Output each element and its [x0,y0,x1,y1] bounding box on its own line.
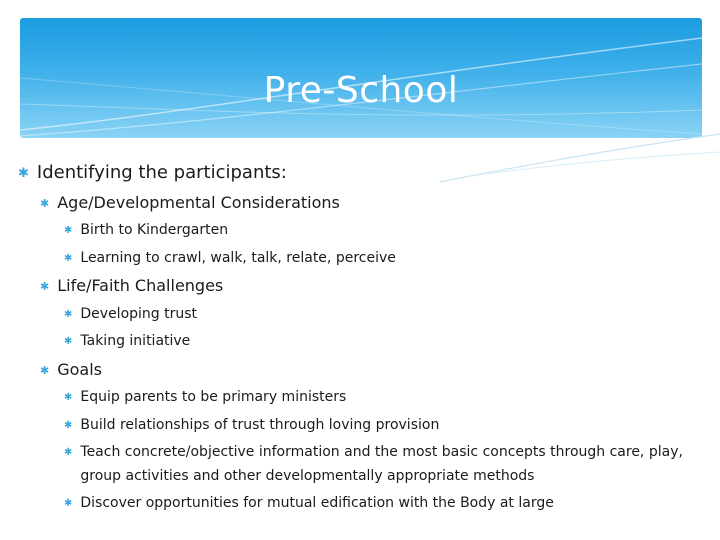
asterisk-bullet-icon: ✱ [40,364,50,377]
asterisk-bullet-icon: ✱ [40,197,50,210]
section-label: Goals [57,360,102,379]
list-item [64,444,704,488]
section-label-row [40,360,102,379]
asterisk-bullet-icon: ✱ [64,420,73,431]
list-item-text: Learning to crawl, walk, talk, relate, perceive [80,250,396,266]
asterisk-bullet-icon: ✱ [64,336,73,347]
heading-text: Identifying the participants: [36,162,287,183]
list-item [64,417,704,437]
asterisk-bullet-icon: ✱ [40,280,50,293]
list-item-text: Taking initiative [80,333,191,349]
asterisk-bullet-icon: ✱ [64,498,73,509]
list-item [64,250,704,270]
asterisk-bullet-icon: ✱ [64,309,73,320]
asterisk-bullet-icon: ✱ [64,253,73,264]
list-item-text: Discover opportunities for mutual edification with the Body at large [80,495,554,511]
list-item-text: Equip parents to be primary ministers [80,389,347,405]
heading-row [18,162,287,183]
list-item-text: Teach concrete/objective information and the most basic concepts through care, play, group activities and other developmentally appropriate methods [80,444,683,484]
list-item [64,222,704,242]
section-label-row [40,276,223,295]
asterisk-bullet-icon: ✱ [18,166,29,181]
asterisk-bullet-icon: ✱ [64,225,73,236]
section-label-row [40,193,340,212]
title-banner [20,18,702,138]
list-item-text: Developing trust [80,306,198,322]
list-item [64,306,704,326]
slide-title: Pre-School [263,70,459,111]
section-label: Life/Faith Challenges [57,276,224,295]
list-item [64,333,704,353]
list-item [64,389,704,409]
section-label: Age/Developmental Considerations [57,193,340,212]
list-item [64,495,704,515]
asterisk-bullet-icon: ✱ [64,447,73,458]
list-item-text: Birth to Kindergarten [80,222,229,238]
asterisk-bullet-icon: ✱ [64,392,73,403]
list-item-text: Build relationships of trust through loving provision [80,417,440,433]
